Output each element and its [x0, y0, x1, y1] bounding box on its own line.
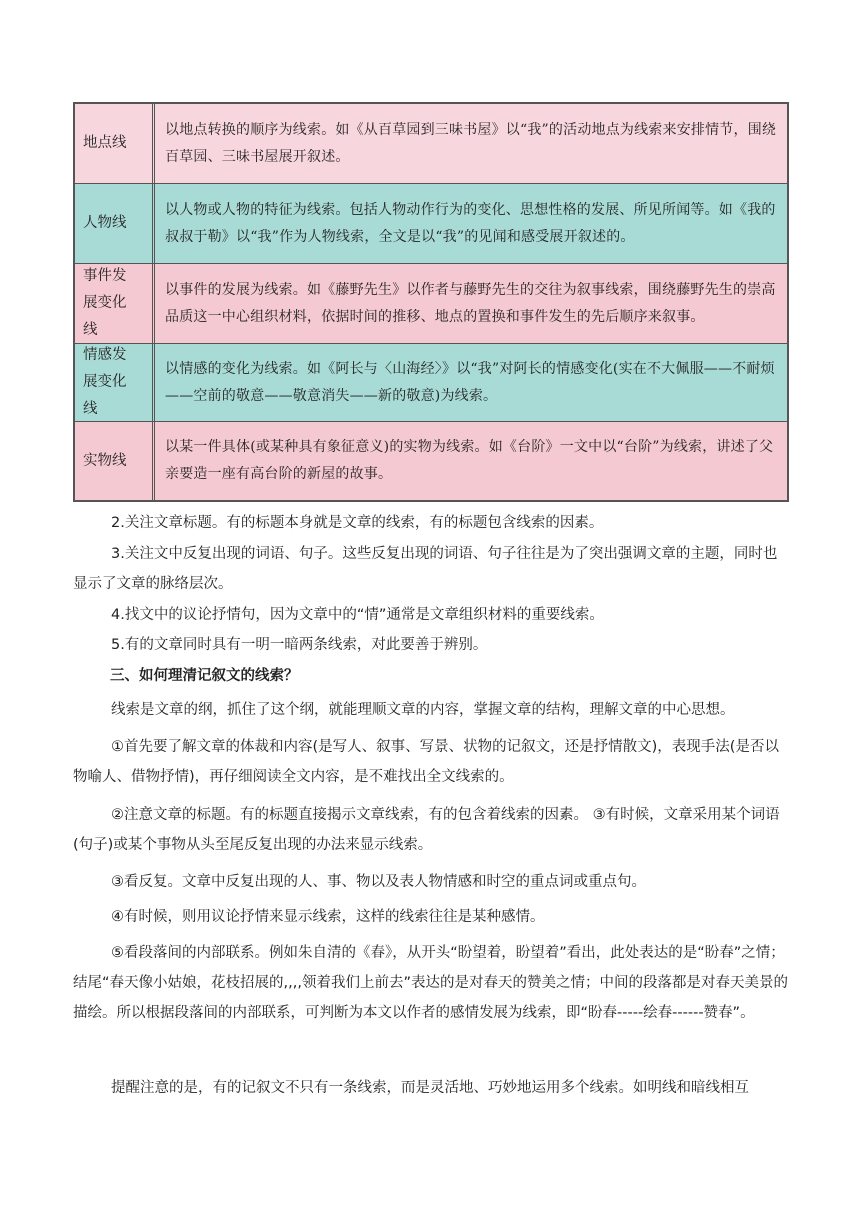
section-heading-3: 三、如何理清记叙文的线索？: [110, 668, 299, 684]
row-description: 以地点转换的顺序为线索。如《从百草园到三味书屋》以“我”的活动地点为线索来安排情节，围绕百草园、三味书屋展开叙述。: [165, 121, 777, 165]
row-description: 以事件的发展为线索。如《藤野先生》以作者与藤野先生的交往为叙事线索，围绕藤野先生的崇高品质这一中心组织材料，依据时间的推移、地点的置换和事件发生的先后顺序来叙事。: [165, 281, 776, 325]
paragraph-method-1: ①首先要了解文章的体裁和内容(是写人、叙事、写景、状物的记叙文，还是抒情散文)，表现手法(是否以物喻人、借物抒情)，再仔细阅读全文内容，是不难找出全文线索的。: [73, 739, 779, 785]
paragraph-point-3: 3.关注文中反复出现的词语、句子。这些反复出现的词语、句子往往是为了突出强调文章的主题，同时也显示了文章的脉络层次。: [73, 546, 778, 592]
clue-type-table: [73, 102, 789, 502]
row-description: 以情感的变化为线索。如《阿长与〈山海经〉》以“我”对阿长的情感变化(实在不大佩服——不耐烦——空前的敬意——敬意消失——新的敬意)为线索。: [165, 360, 775, 404]
table-row-emotion: [75, 344, 787, 422]
paragraph-method-2: ②注意文章的标题。有的标题直接揭示文章线索，有的包含着线索的因素。 ③有时候，文章采用某个词语(句子)或某个事物从头至尾反复出现的办法来显示线索。: [73, 807, 780, 853]
row-description: 以某一件具体(或某种具有象征意义)的实物为线索。如《台阶》一文中以“台阶”为线索，讲述了父亲要造一座有高台阶的新屋的故事。: [165, 439, 774, 482]
row-name: 事件发展变化线: [75, 264, 155, 343]
paragraph-point-2: 2.关注文章标题。有的标题本身就是文章的线索，有的标题包含线索的因素。: [111, 515, 604, 531]
row-name: 地点线: [75, 104, 155, 183]
paragraph-point-4: 4.找文中的议论抒情句，因为文章中的“情”通常是文章组织材料的重要线索。: [111, 607, 604, 623]
paragraph-intro: 线索是文章的纲，抓住了这个纲，就能理顺文章的内容，掌握文章的结构，理解文章的中心思想。: [111, 702, 735, 718]
paragraph-method-5: ⑤看段落间的内部联系。例如朱自清的《春》，从开头“盼望着，盼望着”看出，此处表达的是“盼春”之情；结尾“春天像小姑娘，花枝招展的,,,,领着我们上前去”表达的是对春天的赞美之情；中间的段落都是对春天美景的描绘。所以根据段落间的内部联系，可判断为本文以作者的感情发展为线索，即“盼春-----绘春------赞春”。: [73, 945, 788, 1021]
row-name: 实物线: [75, 422, 155, 500]
table-row-location: [75, 104, 787, 184]
row-name: 人物线: [75, 184, 155, 263]
row-description: 以人物或人物的特征为线索。包括人物动作行为的变化、思想性格的发展、所见所闻等。如《我的叔叔于勒》以“我”作为人物线索，全文是以“我”的见闻和感受展开叙述的。: [165, 201, 776, 245]
table-row-object: [75, 422, 787, 500]
paragraph-method-4: ④有时候，则用议论抒情来显示线索，这样的线索往往是某种感情。: [111, 909, 545, 925]
row-name: 情感发展变化线: [75, 344, 155, 421]
paragraph-point-5: 5.有的文章同时具有一明一暗两条线索，对此要善于辨别。: [111, 637, 488, 653]
paragraph-method-3: ③看反复。文章中反复出现的人、事、物以及表人物情感和时空的重点词或重点句。: [111, 874, 646, 890]
paragraph-reminder: 提醒注意的是，有的记叙文不只有一条线索，而是灵活地、巧妙地运用多个线索。如明线和暗线相互: [111, 1080, 749, 1096]
table-row-event: [75, 264, 787, 344]
table-row-person: [75, 184, 787, 264]
